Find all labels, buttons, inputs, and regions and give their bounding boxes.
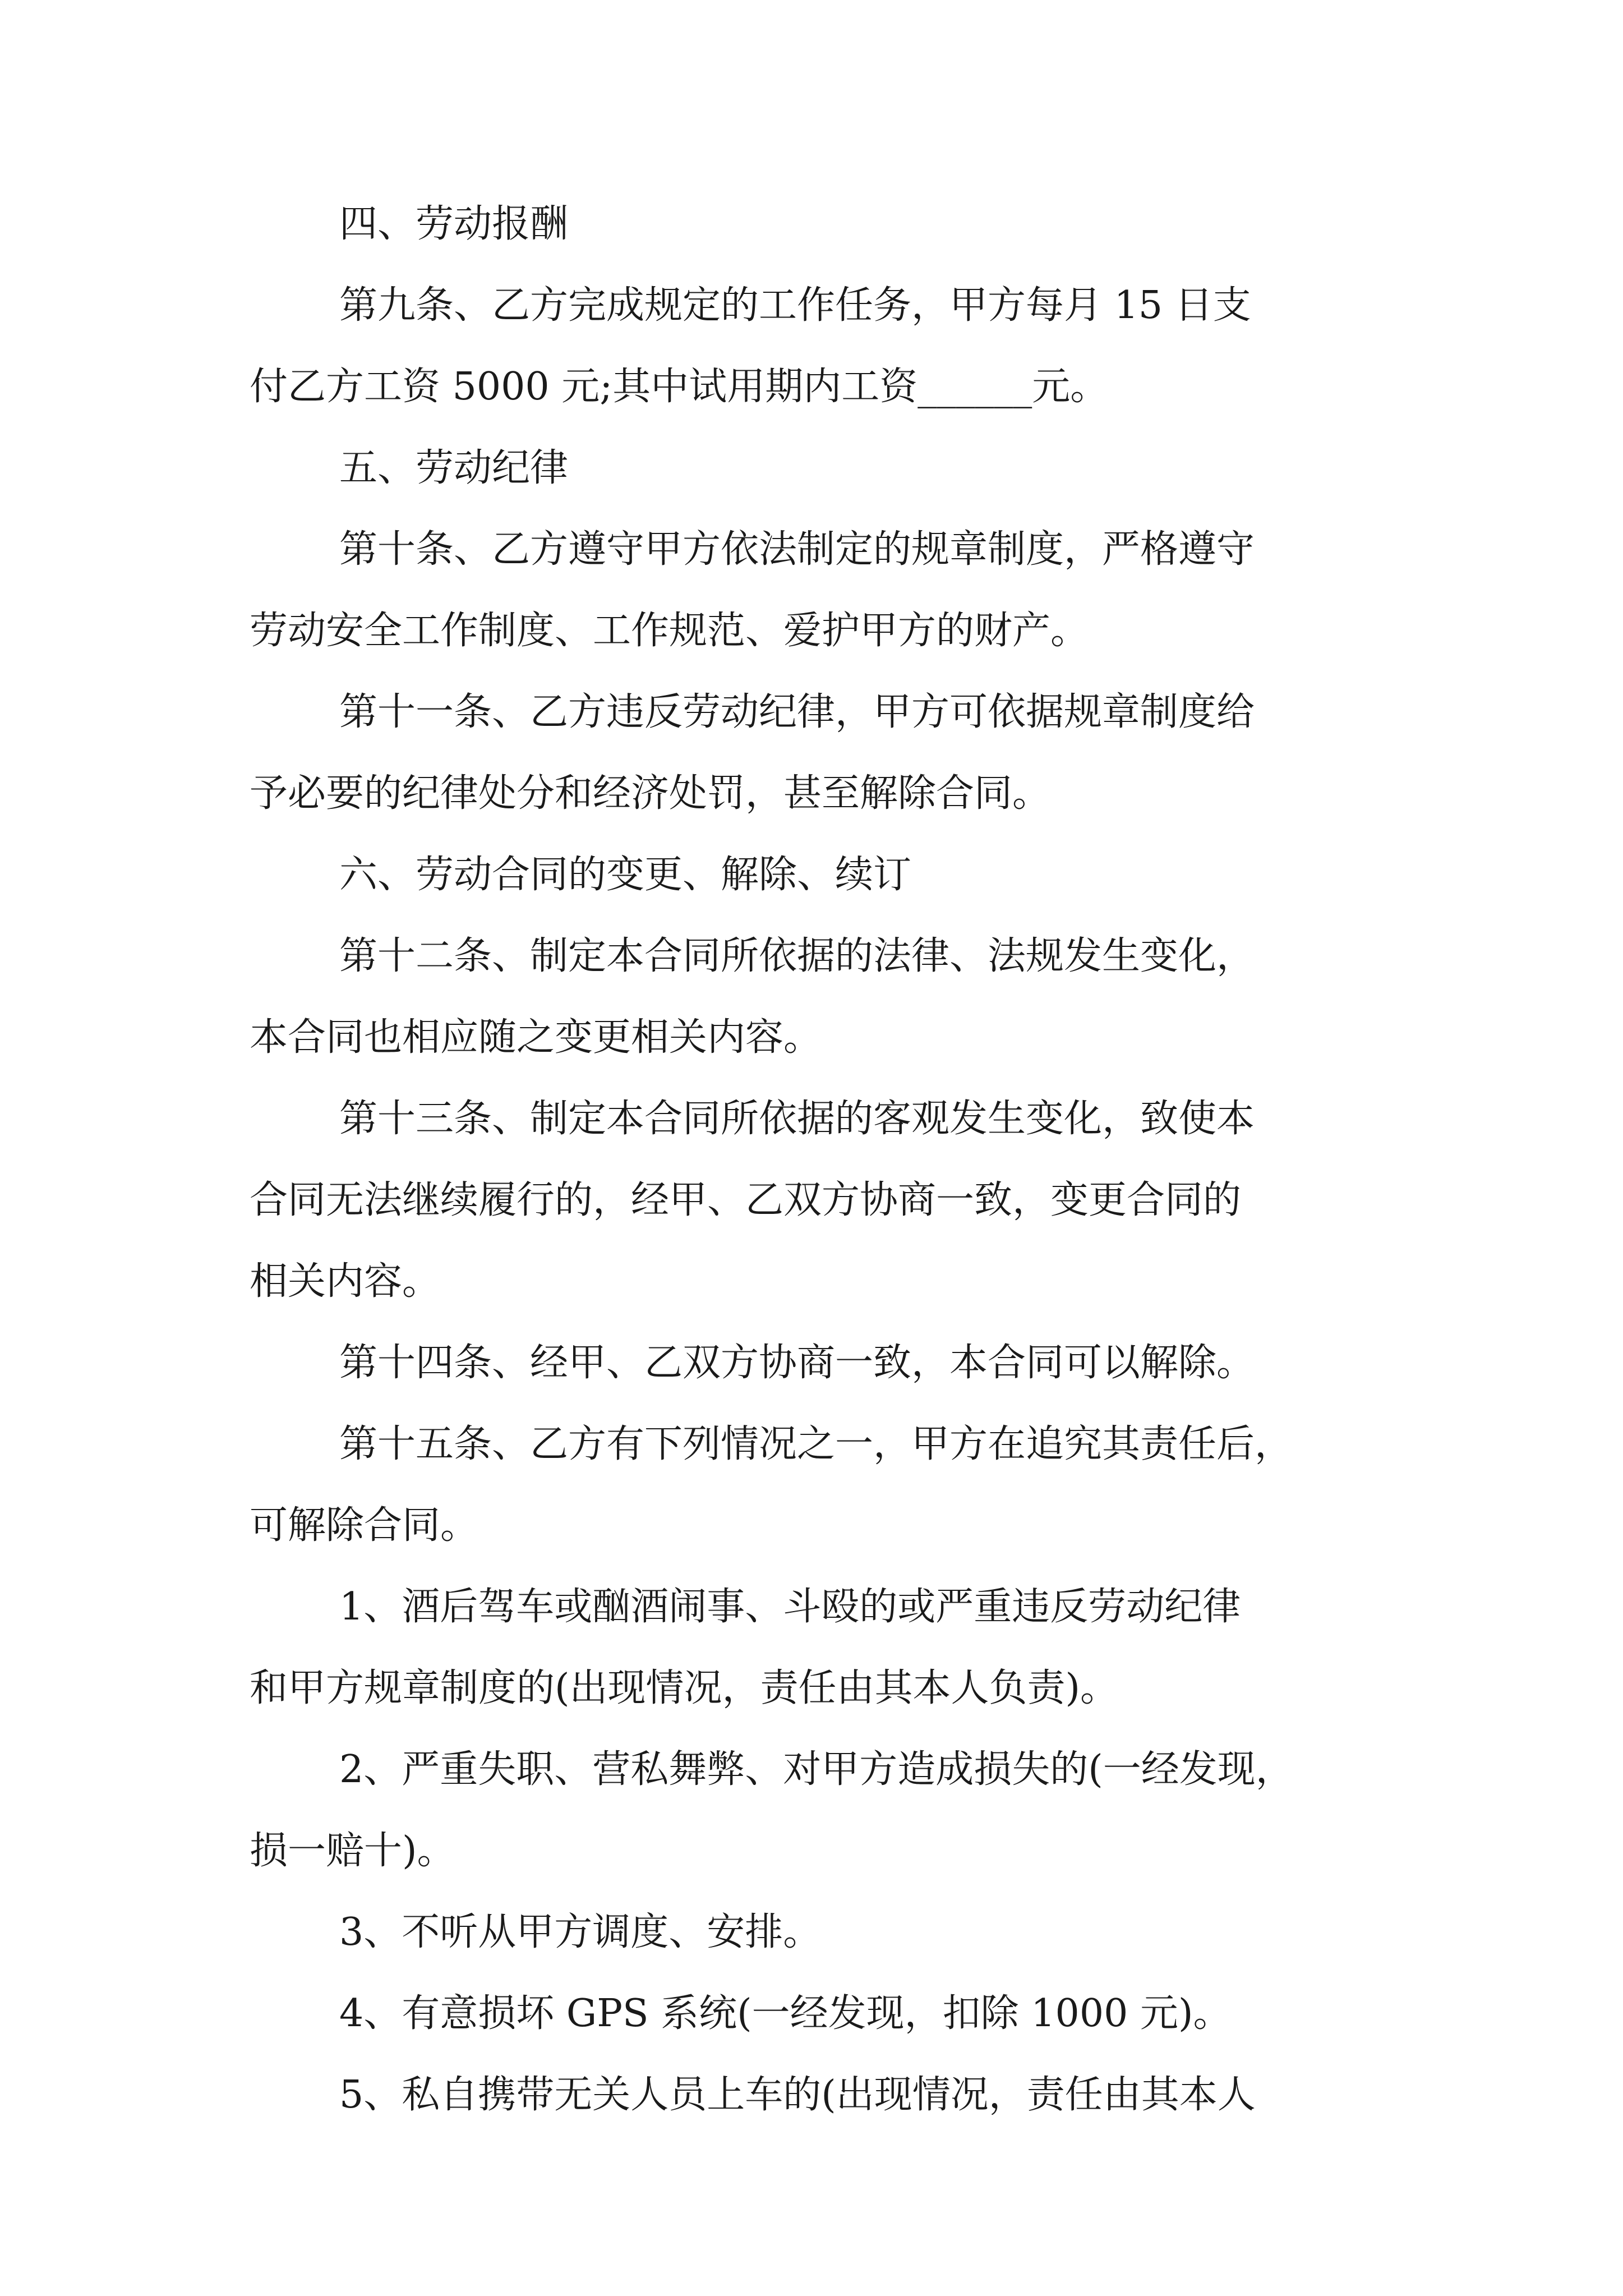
article-11-line-1: 第十一条、乙方违反劳动纪律，甲方可依据规章制度给 xyxy=(339,690,1255,734)
article-13-line-3: 相关内容。 xyxy=(250,1259,441,1304)
section-heading-contract-changes: 六、劳动合同的变更、解除、续订 xyxy=(339,853,912,897)
section-heading-labor-discipline: 五、劳动纪律 xyxy=(339,446,569,490)
article-13-line-1: 第十三条、制定本合同所依据的客观发生变化，致使本 xyxy=(339,1097,1255,1141)
clause-4-line-1: 4、有意损坏 GPS 系统(一经发现，扣除 1000 元)。 xyxy=(339,1991,1232,2036)
clause-1-line-1: 1、酒后驾车或酗酒闹事、斗殴的或严重违反劳动纪律 xyxy=(339,1585,1241,1629)
article-10-line-1: 第十条、乙方遵守甲方依法制定的规章制度，严格遵守 xyxy=(339,527,1255,572)
article-12-line-2: 本合同也相应随之变更相关内容。 xyxy=(250,1015,822,1060)
section-heading-labor-pay: 四、劳动报酬 xyxy=(339,202,569,246)
article-9-line-2: 付乙方工资 5000 元;其中试用期内工资______元。 xyxy=(250,365,1109,409)
article-15-line-2: 可解除合同。 xyxy=(250,1503,479,1548)
clause-5-line-1: 5、私自携带无关人员上车的(出现情况，责任由其本人 xyxy=(339,2073,1256,2117)
article-11-line-2: 予必要的纪律处分和经济处罚，甚至解除合同。 xyxy=(250,771,1051,816)
article-13-line-2: 合同无法继续履行的，经甲、乙双方协商一致，变更合同的 xyxy=(250,1178,1242,1222)
clause-2-line-2: 损一赔十)。 xyxy=(250,1829,455,1873)
clause-1-line-2: 和甲方规章制度的(出现情况，责任由其本人负责)。 xyxy=(250,1666,1119,1710)
article-10-line-2: 劳动安全工作制度、工作规范、爱护甲方的财产。 xyxy=(250,609,1089,653)
clause-2-line-1: 2、严重失职、营私舞弊、对甲方造成损失的(一经发现， xyxy=(339,1747,1294,1792)
article-9-line-1: 第九条、乙方完成规定的工作任务，甲方每月 15 日支 xyxy=(339,283,1251,328)
article-12-line-1: 第十二条、制定本合同所依据的法律、法规发生变化， xyxy=(339,934,1255,978)
article-15-line-1: 第十五条、乙方有下列情况之一，甲方在追究其责任后， xyxy=(339,1422,1293,1466)
clause-3-line-1: 3、不听从甲方调度、安排。 xyxy=(339,1910,822,1954)
article-14-line-1: 第十四条、经甲、乙双方协商一致，本合同可以解除。 xyxy=(339,1341,1255,1385)
